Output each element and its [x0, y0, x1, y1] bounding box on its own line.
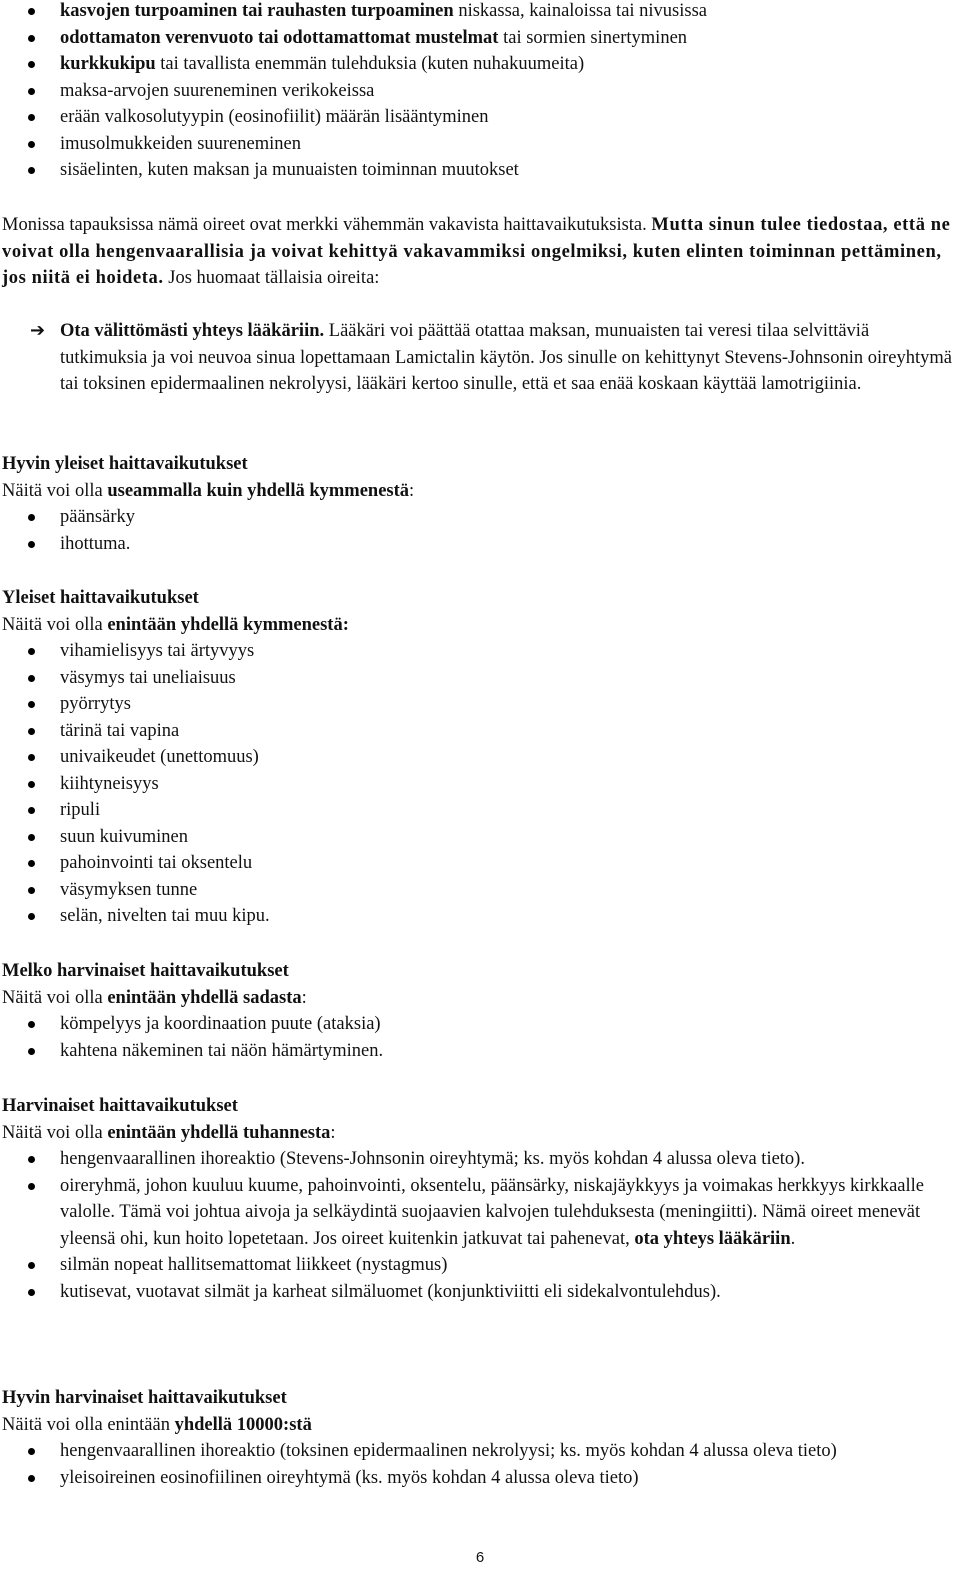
section-heading: Yleiset haittavaikutukset [2, 588, 199, 608]
list-item [0, 78, 960, 105]
frequency-suffix: : [330, 1122, 336, 1143]
frequency-bold: enintään yhdellä kymmenestä: [107, 614, 349, 635]
frequency-line [2, 985, 957, 1012]
effect-list [2, 504, 957, 557]
list-item: ihottuma. [2, 531, 957, 558]
frequency-bold: enintään yhdellä sadasta [107, 987, 302, 1008]
list-item [0, 25, 960, 52]
item-end: . [790, 1228, 796, 1249]
list-item: kahtena näkeminen tai näön hämärtyminen. [2, 1038, 957, 1065]
list-item: ripuli [2, 797, 957, 824]
frequency-bold: useammalla kuin yhdellä kymmenestä [107, 480, 410, 501]
frequency-prefix: Näitä voi olla enintään [2, 1414, 175, 1435]
item-bold: ota yhteys lääkäriin [634, 1228, 791, 1249]
list-item: hengenvaarallinen ihoreaktio (toksinen epidermaalinen nekrolyysi; ks. myös kohdan 4 alussa oleva tieto) [2, 1438, 957, 1465]
frequency-prefix: Näitä voi olla [2, 614, 108, 635]
section-heading: Hyvin harvinaiset haittavaikutukset [2, 1388, 287, 1408]
list-item [0, 51, 960, 78]
symptom-list [0, 0, 960, 184]
warning-tail: Jos huomaat tällaisia oireita: [163, 268, 380, 288]
section-common [2, 585, 957, 930]
effect-list [2, 1011, 957, 1064]
item-bold: kurkkukipu [60, 54, 156, 74]
list-item [0, 131, 960, 158]
frequency-line [2, 1412, 957, 1439]
list-item: kutisevat, vuotavat silmät ja karheat silmäluomet (konjunktiviitti eli sidekalvontulehdus). [2, 1279, 957, 1306]
list-item: väsymys tai uneliaisuus [2, 665, 957, 692]
frequency-prefix: Näitä voi olla [2, 480, 108, 501]
section-heading: Harvinaiset haittavaikutukset [2, 1096, 238, 1116]
action-text: Lääkäri voi päättää otattaa maksan, munuaisten tai veresi tilaa selvittäviä tutkimuksia ja voi neuvoa sinua lopettamaan Lamictalin käytön. Jos sinulle on kehittynyt Stevens-Johnsonin oireyhtymä tai toksinen epidermaalinen nekrolyysi, lääkäri kertoo sinulle, että et saa enää koskaan käyttää lamotrigiinia. [60, 321, 952, 394]
list-item [0, 0, 960, 25]
list-item: selän, nivelten tai muu kipu. [2, 903, 957, 930]
action-block [30, 318, 955, 398]
frequency-line [2, 612, 957, 639]
list-item: vihamielisyys tai ärtyvyys [2, 638, 957, 665]
warning-intro: Monissa tapauksissa nämä oireet ovat merkki vähemmän vakavista haittavaikutuksista. [2, 215, 652, 235]
list-item [0, 104, 960, 131]
page-number: 6 [475, 1549, 485, 1566]
warning-bold: Mutta sinun tulee tiedostaa, että ne voivat olla hengenvaarallisia ja voivat kehittyä vakavammiksi ongelmiksi, kuten elinten toiminnan pettäminen, jos niitä ei hoideta. [2, 215, 951, 288]
item-text: sisäelinten, kuten maksan ja munuaisten toiminnan muutokset [60, 160, 519, 180]
item-text: imusolmukkeiden suureneminen [60, 133, 301, 154]
action-bold: Ota välittömästi yhteys lääkäriin. [60, 321, 325, 341]
item-text: erään valkosolutyypin (eosinofiilit) määrän lisääntyminen [60, 107, 489, 127]
list-item [2, 1173, 957, 1253]
effect-list [2, 638, 957, 930]
item-bold: kasvojen turpoaminen tai rauhasten turpoaminen [60, 1, 454, 21]
list-item: univaikeudet (unettomuus) [2, 744, 957, 771]
list-item: tärinä tai vapina [2, 718, 957, 745]
list-item: pyörrytys [2, 691, 957, 718]
frequency-line [2, 478, 957, 505]
warning-paragraph [2, 212, 957, 292]
section-heading: Hyvin yleiset haittavaikutukset [2, 454, 248, 474]
list-item: väsymyksen tunne [2, 877, 957, 904]
frequency-bold: yhdellä 10000:stä [174, 1414, 312, 1435]
list-item: kiihtyneisyys [2, 771, 957, 798]
arrow-right-icon: ➔ [30, 320, 46, 341]
frequency-prefix: Näitä voi olla [2, 1122, 108, 1143]
frequency-suffix: : [301, 987, 307, 1008]
list-item: suun kuivuminen [2, 824, 957, 851]
list-item [0, 157, 960, 184]
item-text: niskassa, kainaloissa tai nivusissa [453, 1, 708, 21]
effect-list [2, 1438, 957, 1491]
frequency-suffix: : [409, 480, 415, 501]
list-item: hengenvaarallinen ihoreaktio (Stevens-Johnsonin oireyhtymä; ks. myös kohdan 4 alussa oleva tieto). [2, 1146, 957, 1173]
section-uncommon [2, 958, 957, 1064]
section-very-rare [2, 1385, 957, 1491]
list-item: silmän nopeat hallitsemattomat liikkeet (nystagmus) [2, 1252, 957, 1279]
item-text: maksa-arvojen suureneminen verikokeissa [60, 80, 375, 101]
list-item: yleisoireinen eosinofiilinen oireyhtymä (ks. myös kohdan 4 alussa oleva tieto) [2, 1465, 957, 1492]
effect-list [2, 1146, 957, 1305]
list-item: kömpelyys ja koordinaation puute (ataksia) [2, 1011, 957, 1038]
item-text: oireryhmä, johon kuuluu kuume, pahoinvointi, oksentelu, päänsärky, niskajäykkyys ja voimakas herkkyys kirkkaalle valolle. Tämä voi johtua aivoja ja selkäydintä suojaavien kalvojen tulehduksesta (meningiitti). Nämä oireet menevät yleensä ohi, kun hoito lopetetaan. Jos oireet kuitenkin jatkuvat tai pahenevat, [60, 1175, 925, 1249]
section-rare [2, 1093, 957, 1305]
frequency-bold: enintään yhdellä tuhannesta [107, 1122, 331, 1143]
section-very-common [2, 451, 957, 557]
list-item: pahoinvointi tai oksentelu [2, 850, 957, 877]
list-item: päänsärky [2, 504, 957, 531]
frequency-line [2, 1120, 957, 1147]
item-text: tai sormien sinertyminen [498, 27, 688, 48]
item-text: tai tavallista enemmän tulehduksia (kuten nuhakuumeita) [155, 54, 585, 74]
frequency-prefix: Näitä voi olla [2, 987, 108, 1008]
section-heading: Melko harvinaiset haittavaikutukset [2, 961, 289, 981]
item-bold: odottamaton verenvuoto tai odottamattomat mustelmat [60, 27, 499, 48]
